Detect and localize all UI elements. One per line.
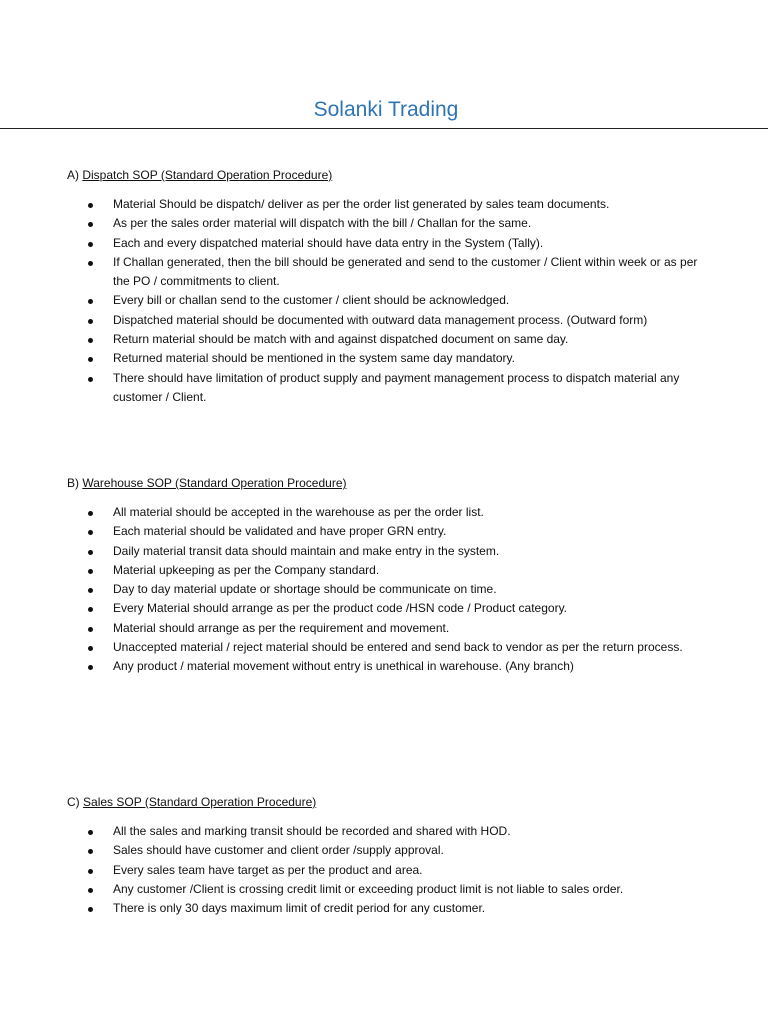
document-title: Solanki Trading [313, 98, 459, 121]
warehouse-sop-list [88, 503, 708, 677]
bullet-icon [88, 869, 93, 874]
list-item [88, 349, 708, 368]
title-divider [0, 128, 768, 129]
list-item-text: Every sales team have target as per the product and area. [113, 862, 423, 877]
list-item-text: Dispatched material should be documented with outward data management process. (Outward form) [113, 312, 648, 327]
list-item-text: Material should arrange as per the requirement and movement. [113, 620, 450, 635]
list-item [88, 503, 708, 522]
section-prefix: B) [67, 476, 79, 490]
bullet-icon [88, 888, 93, 893]
list-item [88, 580, 708, 599]
dispatch-sop-list [88, 195, 708, 407]
list-item-text: There is only 30 days maximum limit of credit period for any customer. [113, 901, 486, 916]
list-item-text: Any product / material movement without entry is unethical in warehouse. (Any branch) [113, 659, 574, 674]
list-item [88, 291, 708, 310]
bullet-icon [88, 607, 93, 612]
list-item [88, 522, 708, 541]
list-item [88, 657, 708, 676]
bullet-icon [88, 203, 93, 208]
section-heading-warehouse [67, 475, 346, 492]
list-item-text: Any customer /Client is crossing credit limit or exceeding product limit is not liable to sales order. [113, 881, 624, 896]
list-item [88, 841, 708, 860]
list-item [88, 822, 708, 841]
list-item [88, 195, 708, 214]
bullet-icon [88, 665, 93, 670]
list-item [88, 234, 708, 253]
list-item-text: As per the sales order material will dispatch with the bill / Challan for the same. [113, 216, 532, 231]
list-item-text: Every bill or challan send to the customer / client should be acknowledged. [113, 293, 510, 308]
bullet-icon [88, 511, 93, 516]
list-item [88, 330, 708, 349]
list-item [88, 561, 708, 580]
bullet-icon [88, 222, 93, 227]
sales-sop-list [88, 822, 708, 918]
list-item [88, 599, 708, 618]
bullet-icon [88, 569, 93, 574]
list-item [88, 542, 708, 561]
section-prefix: A) [67, 168, 79, 182]
bullet-icon [88, 299, 93, 304]
list-item-text: All the sales and marking transit should be recorded and shared with HOD. [113, 824, 511, 838]
list-item-text: Material Should be dispatch/ deliver as per the order list generated by sales team documents. [113, 197, 610, 211]
list-item-text: Returned material should be mentioned in the system same day mandatory. [113, 351, 515, 366]
list-item [88, 619, 708, 638]
list-item [88, 880, 708, 899]
bullet-icon [88, 530, 93, 535]
list-item-text: If Challan generated, then the bill should be generated and send to the customer / Client within week or as per the PO / commitments to client. [113, 254, 698, 289]
section-heading-dispatch [67, 167, 332, 184]
list-item-text: Return material should be match with and against dispatched document on same day. [113, 332, 569, 347]
bullet-icon [88, 377, 93, 382]
list-item-text: Each and every dispatched material should have data entry in the System (Tally). [113, 235, 544, 250]
list-item [88, 638, 708, 657]
list-item [88, 214, 708, 233]
bullet-icon [88, 261, 93, 266]
bullet-icon [88, 242, 93, 247]
list-item [88, 861, 708, 880]
bullet-icon [88, 646, 93, 651]
bullet-icon [88, 550, 93, 555]
list-item-text: Every Material should arrange as per the product code /HSN code / Product category. [113, 601, 568, 616]
bullet-icon [88, 357, 93, 362]
list-item [88, 369, 708, 408]
list-item-text: Each material should be validated and have proper GRN entry. [113, 524, 447, 539]
bullet-icon [88, 319, 93, 324]
list-item [88, 311, 708, 330]
bullet-icon [88, 830, 93, 835]
list-item-text: Day to day material update or shortage should be communicate on time. [113, 582, 497, 597]
bullet-icon [88, 907, 93, 912]
list-item [88, 253, 708, 292]
bullet-icon [88, 588, 93, 593]
list-item-text: Material upkeeping as per the Company standard. [113, 562, 380, 577]
bullet-icon [88, 849, 93, 854]
list-item [88, 899, 708, 918]
bullet-icon [88, 338, 93, 343]
section-title: Dispatch SOP (Standard Operation Procedure) [82, 168, 333, 182]
list-item-text: Sales should have customer and client order /supply approval. [113, 843, 444, 858]
list-item-text: All material should be accepted in the warehouse as per the order list. [113, 505, 484, 519]
section-prefix: C) [67, 795, 80, 809]
list-item-text: Daily material transit data should maintain and make entry in the system. [113, 543, 500, 558]
list-item-text: Unaccepted material / reject material should be entered and send back to vendor as per the return process. [113, 640, 683, 655]
section-title: Sales SOP (Standard Operation Procedure) [83, 795, 317, 809]
list-item-text: There should have limitation of product supply and payment management process to dispatch material any customer / Client. [113, 370, 680, 404]
section-heading-sales [67, 794, 316, 811]
section-title: Warehouse SOP (Standard Operation Procedure) [82, 476, 347, 490]
bullet-icon [88, 627, 93, 632]
